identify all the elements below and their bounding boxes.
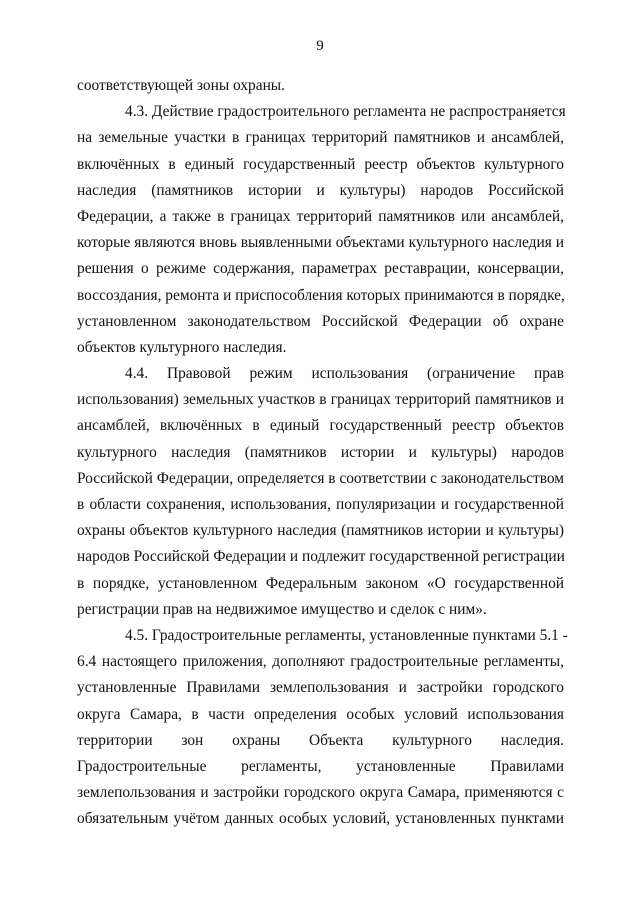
text-line: включённых в единый государственный реестр объектов культурного <box>77 155 564 173</box>
text-line: народов Российской Федерации и подлежит государственной регистрации <box>77 548 565 566</box>
text-line: установленном законодательством Российской Федерации об охране <box>77 312 564 330</box>
text-line: территории зон охраны Объекта культурного наследия. <box>77 731 564 749</box>
text-line: в порядке, установленном Федеральным законом «О государственной <box>77 574 564 592</box>
text-line: обязательным учётом данных особых условий, установленных пунктами <box>77 810 564 828</box>
paragraph-4-3 <box>77 99 564 361</box>
text-line: на земельные участки в границах территорий памятников и ансамблей, <box>77 129 564 147</box>
document-body <box>77 73 568 832</box>
text-line: в области сохранения, использования, популяризации и государственной <box>77 496 564 513</box>
text-line: охраны объектов культурного наследия (памятников истории и культуры) <box>77 522 564 540</box>
text-line: 4.5. Градостроительные регламенты, установленные пунктами 5.1 - <box>125 626 568 644</box>
text-line: Российской Федерации, определяется в соответствии с законодательством <box>77 469 565 487</box>
text-line: воссоздания, ремонта и приспособления которых принимаются в порядке, <box>77 286 565 304</box>
text-line: регистрации прав на недвижимое имущество и сделок с ним». <box>77 600 487 618</box>
text-line: землепользования и застройки городского округа Самара, применяются с <box>77 784 564 802</box>
text-line: Федерации, а также в границах территорий памятников или ансамблей, <box>77 207 564 225</box>
text-line: ансамблей, включённых в единый государственный реестр объектов <box>77 417 564 435</box>
text-line: объектов культурного наследия. <box>77 338 287 356</box>
text-line: 6.4 настоящего приложения, дополняют градостроительные регламенты, <box>77 653 564 671</box>
text-line: использования) земельных участков в границах территорий памятников и <box>77 391 564 409</box>
paragraph-4-5 <box>77 623 568 833</box>
text-line: которые являются вновь выявленными объектами культурного наследия и <box>77 234 564 252</box>
text-line: культурного наследия (памятников истории и культуры) народов <box>77 443 564 461</box>
paragraph-continuation <box>77 73 564 99</box>
text-line: округа Самара, в части определения особых условий использования <box>77 705 564 723</box>
text-line: решения о режиме содержания, параметрах реставрации, консервации, <box>77 260 564 278</box>
text-line: соответствующей зоны охраны. <box>77 77 285 94</box>
text-line: Градостроительные регламенты, установленные Правилами <box>77 757 564 775</box>
text-line: установленные Правилами землепользования и застройки городского <box>77 679 564 697</box>
page-number: 9 <box>316 38 324 54</box>
text-line: наследия (памятников истории и культуры) народов Российской <box>77 181 564 199</box>
text-line: 4.3. Действие градостроительного регламента не распространяется <box>125 103 566 121</box>
text-line: 4.4. Правовой режим использования (ограничение прав <box>125 365 564 383</box>
paragraph-4-4 <box>77 361 564 623</box>
